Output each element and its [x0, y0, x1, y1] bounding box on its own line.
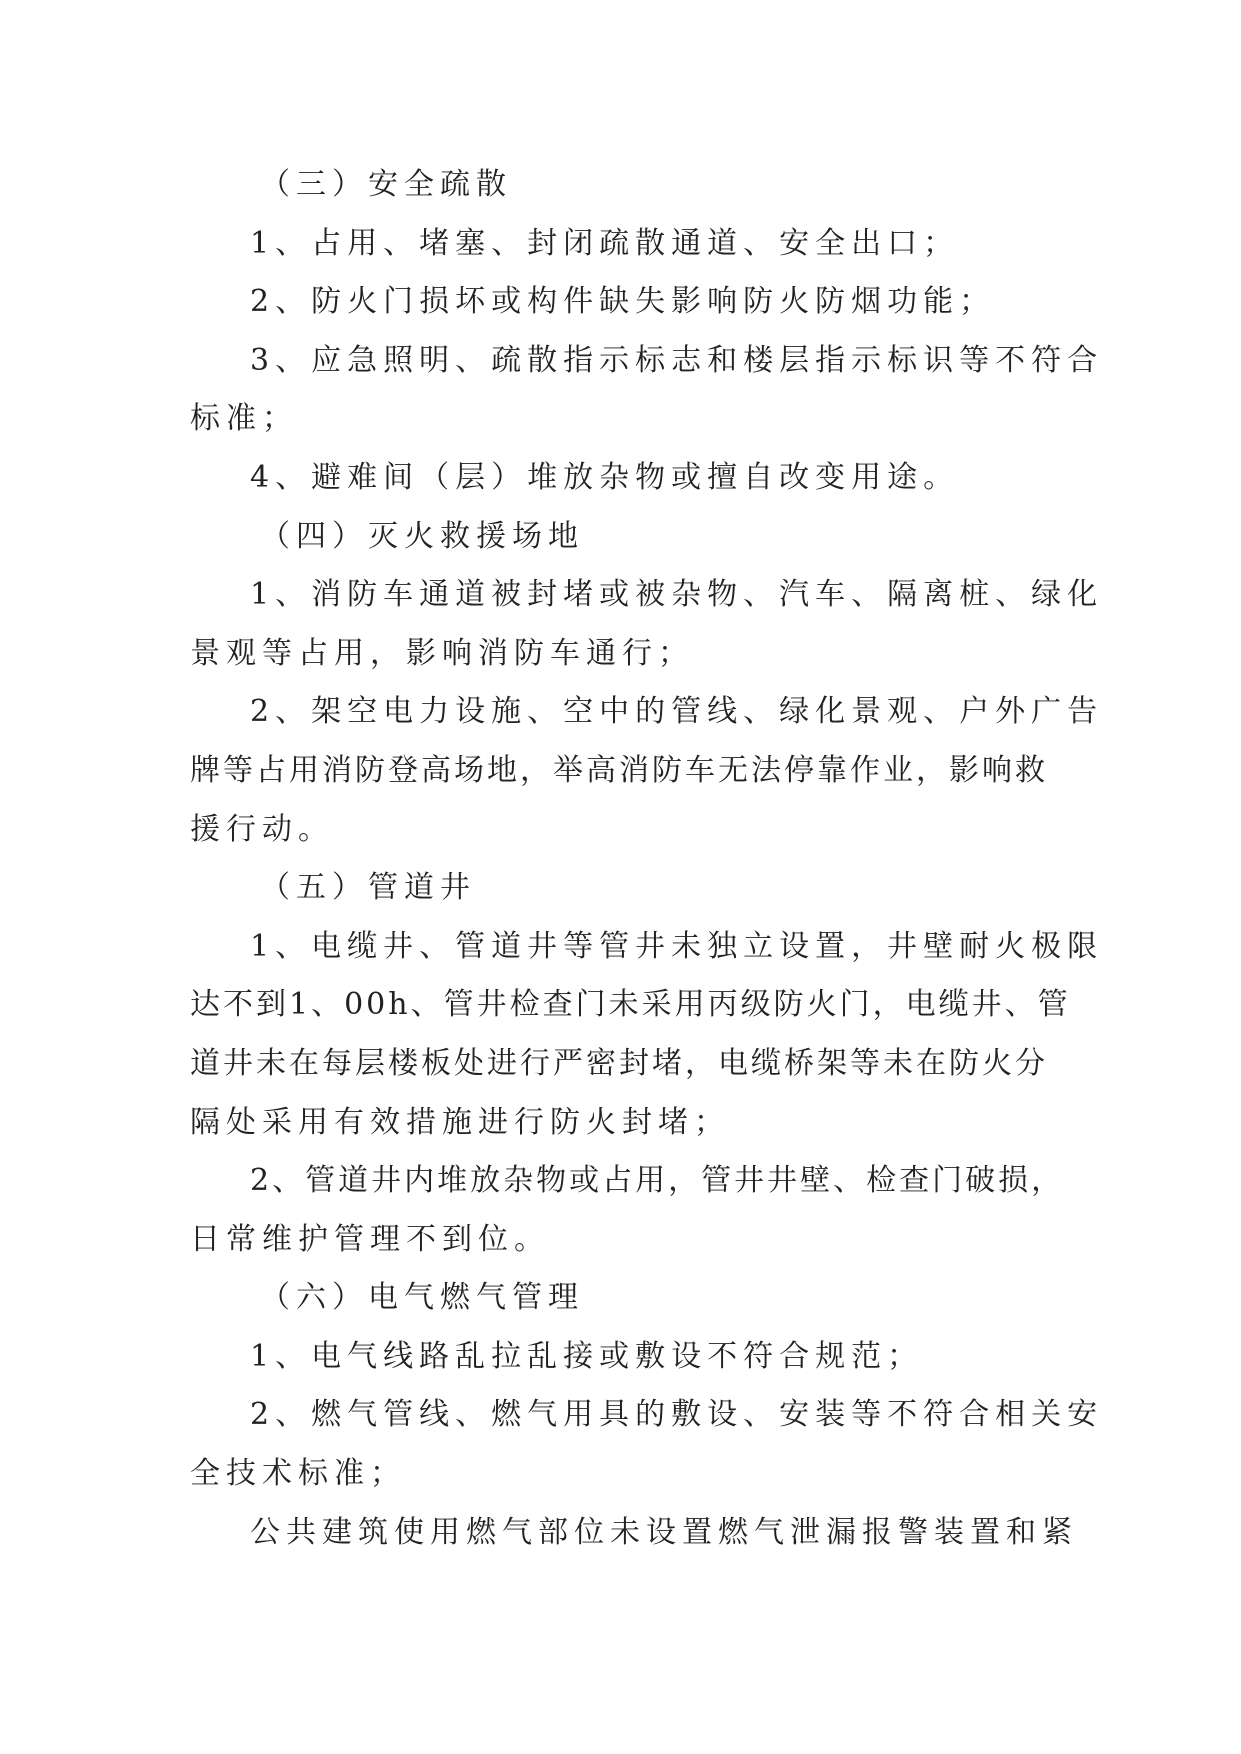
paragraph-line: 1、电气线路乱拉乱接或敷设不符合规范；	[250, 1338, 924, 1374]
paragraph-line: 2、防火门损坏或构件缺失影响防火防烟功能；	[250, 284, 996, 320]
paragraph-line: 公共建筑使用燃气部位未设置燃气泄漏报警装置和紧	[250, 1514, 1078, 1550]
paragraph-line: 1、电缆井、管道井等管井未独立设置，井壁耐火极限	[250, 928, 1104, 964]
paragraph-line: 4、避难间（层）堆放杂物或擅自改变用途。	[250, 459, 960, 495]
paragraph-line: 道井未在每层楼板处进行严密封堵，电缆桥架等未在防火分	[190, 1045, 1048, 1081]
paragraph-line: 全技术标准；	[190, 1456, 406, 1492]
paragraph-line: 隔处采用有效措施进行防火封堵；	[190, 1104, 730, 1140]
paragraph-line: 标准；	[190, 401, 298, 437]
document-body	[190, 156, 1104, 1562]
paragraph-line: 景观等占用，影响消防车通行；	[190, 635, 694, 671]
paragraph-line: 1、占用、堵塞、封闭疏散通道、安全出口；	[250, 225, 960, 261]
paragraph-line: 援行动。	[190, 811, 334, 847]
paragraph-line: 1、消防车通道被封堵或被杂物、汽车、隔离桩、绿化	[250, 577, 1104, 613]
paragraph-line: 达不到1、00h、管井检查门未采用丙级防火门，电缆井、管	[190, 987, 1071, 1023]
paragraph-line: 2、架空电力设施、空中的管线、绿化景观、户外广告	[250, 694, 1104, 730]
paragraph-line: 2、燃气管线、燃气用具的敷设、安装等不符合相关安	[250, 1397, 1104, 1433]
section-heading-safe-evacuation: （三）安全疏散	[260, 167, 512, 202]
paragraph-line: 2、管道井内堆放杂物或占用，管井井壁、检查门破损，	[250, 1163, 1065, 1199]
section-heading-electric-gas: （六）电气燃气管理	[260, 1280, 584, 1316]
section-heading-pipe-shaft: （五）管道井	[260, 870, 476, 906]
section-heading-fire-rescue-site: （四）灭火救援场地	[260, 518, 584, 554]
paragraph-line: 3、应急照明、疏散指示标志和楼层指示标识等不符合	[250, 342, 1104, 378]
paragraph-line: 牌等占用消防登高场地，举高消防车无法停靠作业，影响救	[190, 752, 1048, 788]
paragraph-line: 日常维护管理不到位。	[190, 1221, 550, 1257]
